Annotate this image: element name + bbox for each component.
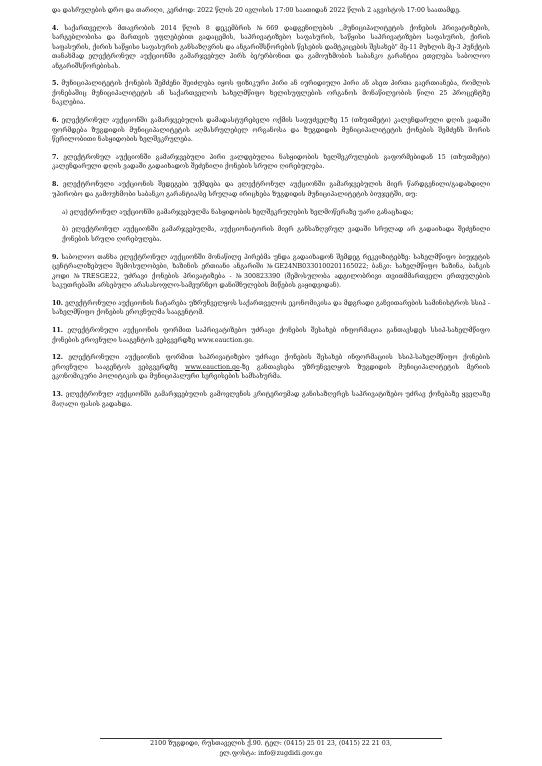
paragraph-number: 6. bbox=[52, 117, 59, 125]
paragraph-number: 7. bbox=[52, 153, 59, 161]
paragraph-number: 5. bbox=[52, 80, 59, 88]
paragraph-10: 10. ელექტრონული აუქციონის ჩატარება უზრუნველყოს საქართველოს ეკონომიკისა და მდგრადი განვითარების სამინისტროს სსიპ - სახელმწიფო ქონების ეროვნულმა სააგენტომ. bbox=[52, 299, 490, 317]
paragraph-3-continuation: და დასრულების დრო და თარიღი, კერძოდ: 2022 წლის 20 ივლისის 17:00 საათიდან 2022 წლის 2 აგვისტოს 17:00 საათამდე. bbox=[52, 7, 461, 14]
paragraph-number: 10. bbox=[52, 299, 63, 307]
footer-divider bbox=[100, 738, 442, 739]
paragraph-number: 13. bbox=[52, 391, 63, 399]
paragraph-8: 8. ელექტრონული აუქციონის შედეგები უქმდება და ელექტრონულ აუქციონში გამარჯვებულის მიერ წარდგენილი/გადახდილი უპირობო და გამოუხმობი საბანკო გარანტია/ბე სრულად ირიცხება ზუგდიდის მუნიციპალიტეტის ბიუჯეტში, თუ: bbox=[52, 181, 490, 198]
paragraph-number: 11. bbox=[52, 327, 63, 335]
paragraph-5: 5. მუნიციპალიტეტის ქონების შემძენი შეიძლება იყოს ფიზიკური პირი ან იურიდიული პირი ან ასეთ პირთა გაერთიანება, რომლის ქონებაშიც მუნიციპალიტეტის ან საქართველოს სახელმწიფო ხელისუფლების ორგანოს მონაწილეობის წილი 25 პროცენტზე ნაკლებია. bbox=[52, 80, 490, 107]
paragraph-number: 9. bbox=[52, 253, 59, 261]
subitem-a: ა) ელექტრონულ აუქციონში გამარჯვებულმა ნასყიდობის ხელშეკრულების ხელმოწერაზე უარი განაცხადა; bbox=[62, 208, 414, 216]
paragraph-12: 12. ელექტრონული აუქციონის ფორმით საპრივატიზებო უძრავი ქონების შესახებ ინფორმაციის სსიპ-სახელმწიფო ქონების ეროვნული სააგენტოს ვებგვერდზე www.eauction.ge-ზე განთავსება უზრუნველყოს ზუგდიდის მუნიციპალიტეტის მერიის ეკონომიკური პოლიტიკის და მუნიციპალური სერვისების სამსახურმა. bbox=[52, 354, 490, 381]
footer-address: 2100 ზუგდიდი, რუსთაველის ქ.90. ტელ: (0415) 25 01 23, (0415) 22 21 03, bbox=[150, 740, 392, 747]
paragraph-number: 4. bbox=[52, 24, 59, 32]
paragraph-9: 9. საბოლოო თანხა ელექტრონულ აუქციონში მონაწილე პირებმა უნდა გადაიხადონ შემდეგ რეკვიზიტებზე: სახელმწიფო ბიუჯეტის ცენტრალიზებული შემოსულობები, ხაზინის ერთიანი ანგარიში №GE24NB0330100201165022; ბანკი: სახელმწიფო ხაზინა, ბანკის კოდი №TRESGE22, უძრავი ქონების პრივატიზება - №300823390 (შემოსულობა ადგილობრივი თვითმმართველი ერთეულების საკუთრებაში არსებული არასასოფლო-სამეურნეო დანიშნულების მიწების გაყიდვიდან). bbox=[52, 253, 490, 289]
subitem-b: ბ) ელექტრონულ აუქციონში გამარჯვებულმა, აუქციონატორის მიერ განსაზღვრულ ვადაში სრულად არ გადაიხადა შეძენილი ქონების სრული ღირებულება. bbox=[62, 226, 490, 243]
paragraph-4: 4. საქართველოს მთავრობის 2014 წლის 8 დეკემბრის №669 დადგენილების ,,მუნიციპალიტეტის ქონების პრივატიზების, სარგებლობისა და მართვის უფლებებით გადაცემის, საპრივატიზებო საფასურის, საწყისი საპრივატიზებო საფასურის, ქირის საფასურის, ქირის საწყისი საფასურის განსაზღვრის და ანგარიშსწორების წესების დამტკიცების შესახებ" მე-11 მუხლის მე-3 პუნქტის თანახმად ელექტრონულ აუქციონში გამარჯვებულ პირს ბე/ურბონით და გამოუხმობის საბანკო გარანტია ეთვლება საბოლოო ანგარიშსწორებისას. bbox=[52, 24, 490, 70]
paragraph-6: 6. ელექტრონულ აუქციონში გამარჯვებულის დამადასტურებელი ოქმის საფუძველზე 15 (თხუთმეტი) კალენდარული დღის ვადაში ფორმდება ზუგდიდის მუნიციპალიტეტის აღმასრულებელ ორგანოსა და ზუგდიდის მუნიციპალიტეტის ქონების შემძენს შორის წერილობითი ნასყიდობის ხელშეკრულება. bbox=[52, 117, 490, 143]
eauction-link[interactable]: www.eauction.ge bbox=[185, 363, 240, 371]
footer-email: ელ.ფოსტა: info@zugdidi.gov.ge bbox=[219, 750, 323, 757]
document-body bbox=[52, 6, 490, 418]
paragraph-7: 7. ელექტრონულ აუქციონში გამარჯვებული პირი ვალდებულია ნასყიდობის ხელშეკრულების გაფორმებიდან 15 (თხუთმეტი) კალენდარული დღის ვადაში გადაიხადოს შეძენილი ქონების სრული ღირებულება. bbox=[52, 153, 490, 171]
paragraph-number: 8. bbox=[52, 181, 59, 189]
paragraph-11: 11. ელექტრონული აუქციონის ფორმით საპრივატიზებო უძრავი ქონების შესახებ ინფორმაცია განთავსდეს სსიპ-სახელმწიფო ქონების ეროვნული სააგენტოს ვებგვერდზე www.eauction.ge. bbox=[52, 327, 490, 344]
paragraph-number: 12. bbox=[52, 354, 63, 362]
paragraph-13: 13. ელექტრონულ აუქციონში გამარჯვებულის გამოვლენის კრიტერიუმად განისაზღვრეს საპრივატიზებო უძრავ ქონებაზე ყველაზე მაღალი ფასის გადახდა. bbox=[52, 391, 490, 408]
